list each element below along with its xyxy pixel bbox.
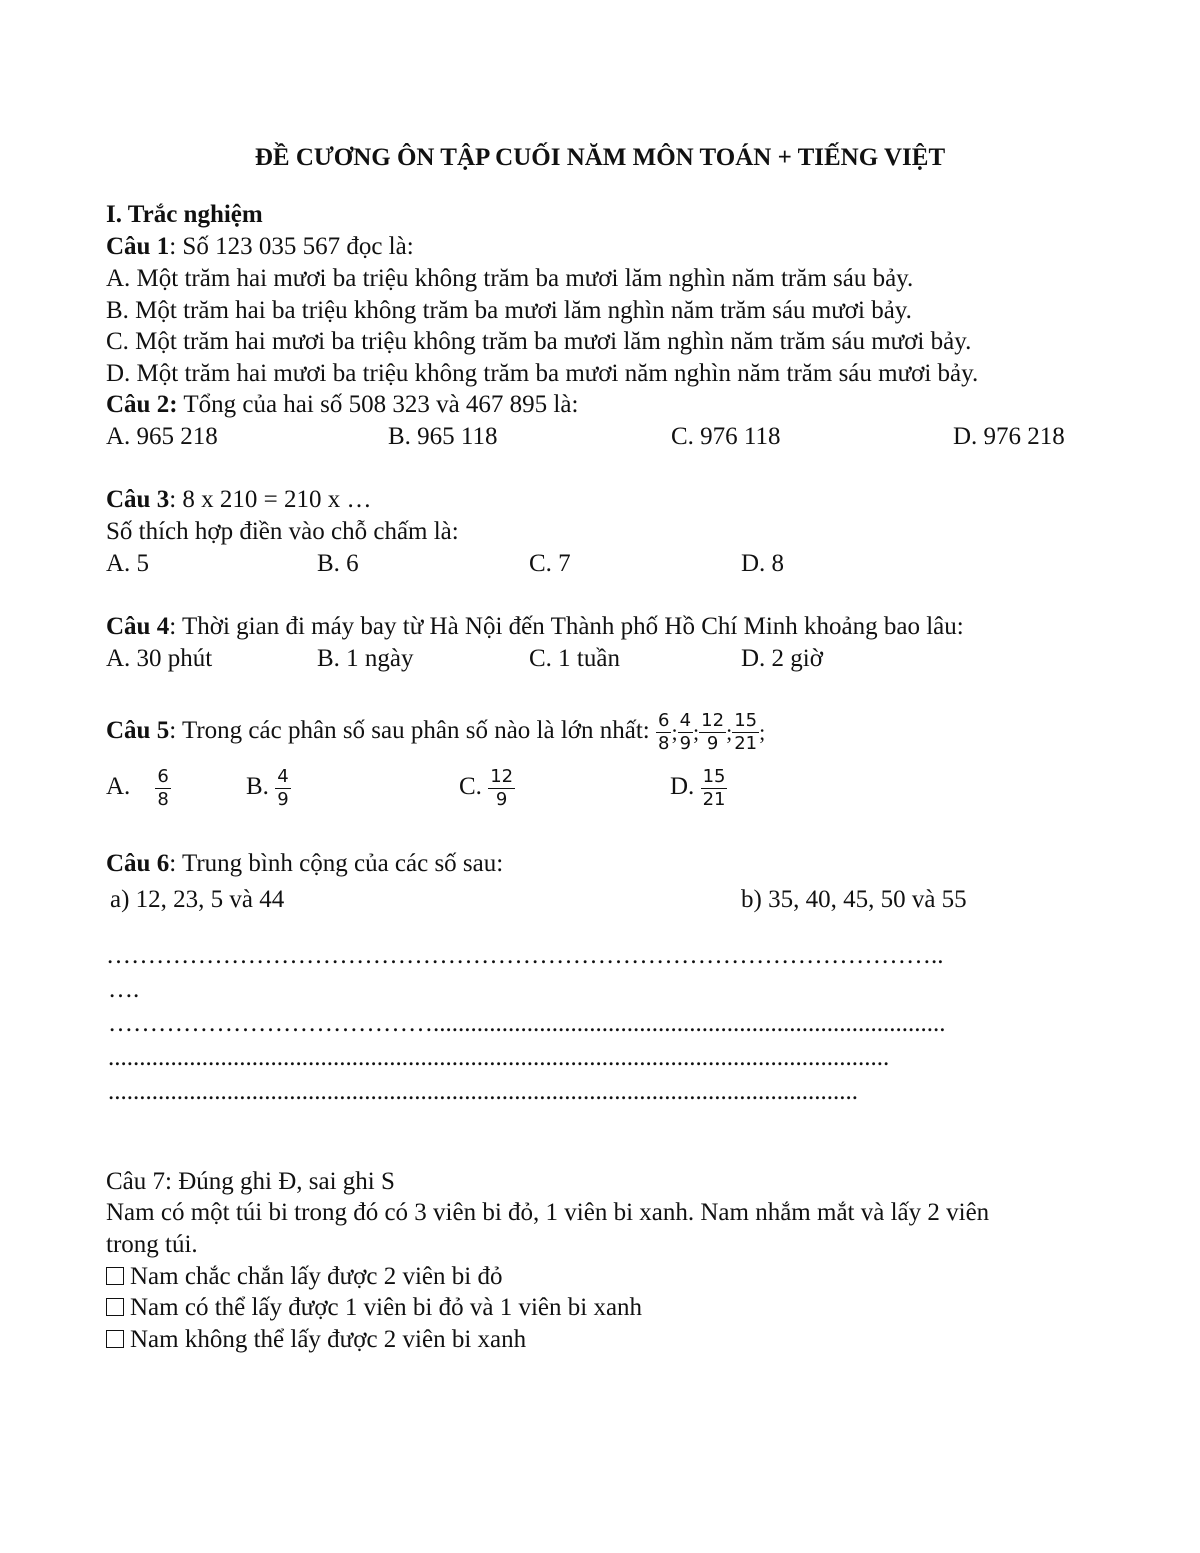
checkbox-icon[interactable] [106,1298,124,1316]
question-5: Câu 5: Trong các phân số sau phân số nào là lớn nhất: $\frac{6}{8}$ ; $\frac{4}{9}$ ; $\frac{12}{9}$ ; $\frac{15}{21}$ ; [106,709,766,754]
question-4 [106,612,964,642]
q6-part-a: a) 12, 23, 5 và 44 [110,886,285,913]
q2-option-a: A. 965 218 [106,423,218,450]
q5-option-c: C. $\frac{12}{9}$ [459,765,514,810]
question-1 [106,232,414,262]
q5-option-d: D. $\frac{15}{21}$ [670,765,726,810]
q3-option-a: A. 5 [106,550,150,577]
checkbox-icon[interactable] [106,1330,124,1348]
question-label: Câu 4 [106,613,170,640]
q1-option-a: A. Một trăm hai mươi ba triệu không trăm ba mươi lăm nghìn năm trăm sáu bảy. [106,265,914,292]
fraction: $\frac{6}{8}$ [658,709,670,754]
answer-dots-line: …. [108,978,140,1002]
q7-paragraph-cont: trong túi. [106,1231,198,1258]
q4-option-b: B. 1 ngày [317,645,414,672]
question-text: Tổng của hai số 508 323 và 467 895 là: [177,391,579,418]
q4-option-c: C. 1 tuần [529,645,620,672]
question-label: Câu 1 [106,233,170,260]
answer-dots-line: ……………………………………………………………………………………….. [106,944,944,968]
question-label: Câu 5 [106,717,170,744]
q1-option-c: C. Một trăm hai mươi ba triệu không trăm ba mươi lăm nghìn năm trăm sáu mươi bảy. [106,328,972,355]
q7-statement-1: Nam chắc chắn lấy được 2 viên bi đỏ [106,1262,502,1292]
question-label: Câu 7 [106,1168,166,1195]
fraction: $\frac{4}{9}$ [679,709,692,754]
question-2 [106,390,578,420]
checkbox-icon[interactable] [106,1267,124,1285]
q7-statement-3: Nam không thể lấy được 2 viên bi xanh [106,1325,526,1355]
question-label: Câu 6 [106,850,170,877]
answer-dots-line: ............................................................................................................................. [108,1046,890,1070]
q3-subtext: Số thích hợp điền vào chỗ chấm là: [106,518,459,545]
fraction: $\frac{12}{9}$ [701,709,725,754]
question-6 [106,849,503,879]
q2-option-b: B. 965 118 [388,423,498,450]
question-text: : Trong các phân số sau phân số nào là lớn nhất: [169,717,656,744]
fraction: $\frac{12}{9}$ [490,765,514,810]
q2-option-d: D. 976 218 [953,423,1065,450]
q4-option-d: D. 2 giờ [741,645,823,672]
fraction: $\frac{6}{8}$ [157,765,169,810]
fraction: $\frac{15}{21}$ [702,765,726,810]
q1-option-d: D. Một trăm hai mươi ba triệu không trăm ba mươi năm nghìn năm trăm sáu mươi bảy. [106,360,979,387]
q4-option-a: A. 30 phút [106,645,213,672]
fraction: $\frac{4}{9}$ [277,765,289,810]
question-text: : Số 123 035 567 đọc là: [169,233,414,260]
q3-option-c: C. 7 [529,550,571,577]
question-text: : Trung bình cộng của các số sau: [169,850,504,877]
q3-option-b: B. 6 [317,550,359,577]
answer-dots-line: ………………………………….................................................................................. [108,1012,946,1036]
q5-option-b: B. $\frac{4}{9}$ [246,765,289,810]
q7-statement-2: Nam có thể lấy được 1 viên bi đỏ và 1 viên bi xanh [106,1293,642,1323]
fraction: $\frac{15}{21}$ [734,709,758,754]
question-label: Câu 2: [106,391,178,418]
question-7 [106,1167,395,1197]
q7-paragraph: Nam có một túi bi trong đó có 3 viên bi đỏ, 1 viên bi xanh. Nam nhắm mắt và lấy 2 viên [106,1199,990,1226]
q3-option-d: D. 8 [741,550,785,577]
section-heading: I. Trắc nghiệm [106,201,263,228]
answer-dots-line: ........................................................................................................................ [108,1080,858,1104]
question-3 [106,485,372,515]
question-text: : Đúng ghi Đ, sai ghi S [165,1168,395,1195]
question-text: : Thời gian đi máy bay từ Hà Nội đến Thành phố Hồ Chí Minh khoảng bao lâu: [169,613,964,640]
q5-option-a: A. $\frac{6}{8}$ [106,765,169,810]
page-title: ĐỀ CƯƠNG ÔN TẬP CUỐI NĂM MÔN TOÁN + TIẾNG VIỆT [254,144,946,171]
q6-part-b: b) 35, 40, 45, 50 và 55 [741,886,967,913]
q1-option-b: B. Một trăm hai ba triệu không trăm ba mươi lăm nghìn năm trăm sáu mươi bảy. [106,297,912,324]
question-label: Câu 3 [106,486,170,513]
question-text: : 8 x 210 = 210 x … [169,486,372,513]
q2-option-c: C. 976 118 [671,423,781,450]
